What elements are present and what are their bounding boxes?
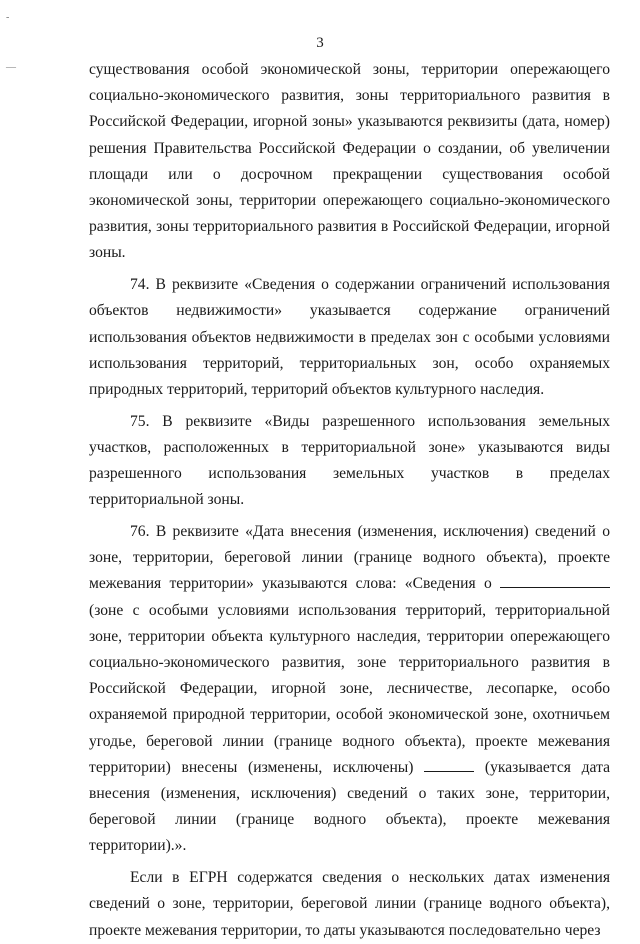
paragraph-76-part-a: 76. В реквизите «Дата внесения (изменения, исключения) сведений о зоне, территории, береговой линии (границе водного объекта), проекте межевания территории» указываются слова: «Сведения о xyxy=(89,522,610,593)
paragraph-75: 75. В реквизите «Виды разрешенного использования земельных участков, расположенных в территориальной зоне» указываются виды разрешенного использования земельных участков в пределах территориальной зоны. xyxy=(89,412,610,509)
paragraph-continuation: существования особой экономической зоны, территории опережающего социально-экономического развития, зоны территориального развития в Российской Федерации, игорной зоны» указываются реквизиты (дата, номер) решения Правительства Российской Федерации о создании, об увеличении площади или о досрочном прекращении существования особой экономической зоны, территории опережающего социально-экономического развития, зоны территориального развития в Российской Федерации, игорной зоны. xyxy=(89,61,610,262)
paragraph-76-part-c: (указывается дата внесения (изменения, исключения) сведений о таких зоне, территории, береговой линии (границе водного объекта), проекте межевания территории).». xyxy=(89,758,610,855)
paragraph-74: 74. В реквизите «Сведения о содержании ограничений использования объектов недвижимости» указывается содержание ограничений использования объектов недвижимости в пределах зон с особыми условиями использования территорий, территориальных зон, особо охраняемых природных территорий, территорий объектов культурного наследия. xyxy=(89,276,610,398)
paragraph-76-part-b: (зоне с особыми условиями использования территорий, территориальной зоне, территории объекта культурного наследия, территории опережающего социально-экономического развития, зоне территориального развития в Российской Федерации, игорной зоне, лесничестве, лесопарке, особо охраняемой природной территории, особой экономической зоне, охотничьем угодье, береговой линии (границе водного объекта), проекте межевания территории) внесены (изменены, исключены) xyxy=(89,601,610,776)
scan-mark: — xyxy=(6,62,16,73)
document-body xyxy=(89,57,610,944)
paragraph-76 xyxy=(89,519,610,860)
scan-mark: - xyxy=(6,12,10,23)
fill-in-blank xyxy=(424,759,474,772)
fill-in-blank xyxy=(500,575,610,588)
page-number: 3 xyxy=(316,35,324,51)
paragraph-dates: Если в ЕГРН содержатся сведения о нескольких датах изменения сведений о зоне, территории, береговой линии (границе водного объекта), проекте межевания территории, то даты указываются последовательно через xyxy=(89,869,610,939)
